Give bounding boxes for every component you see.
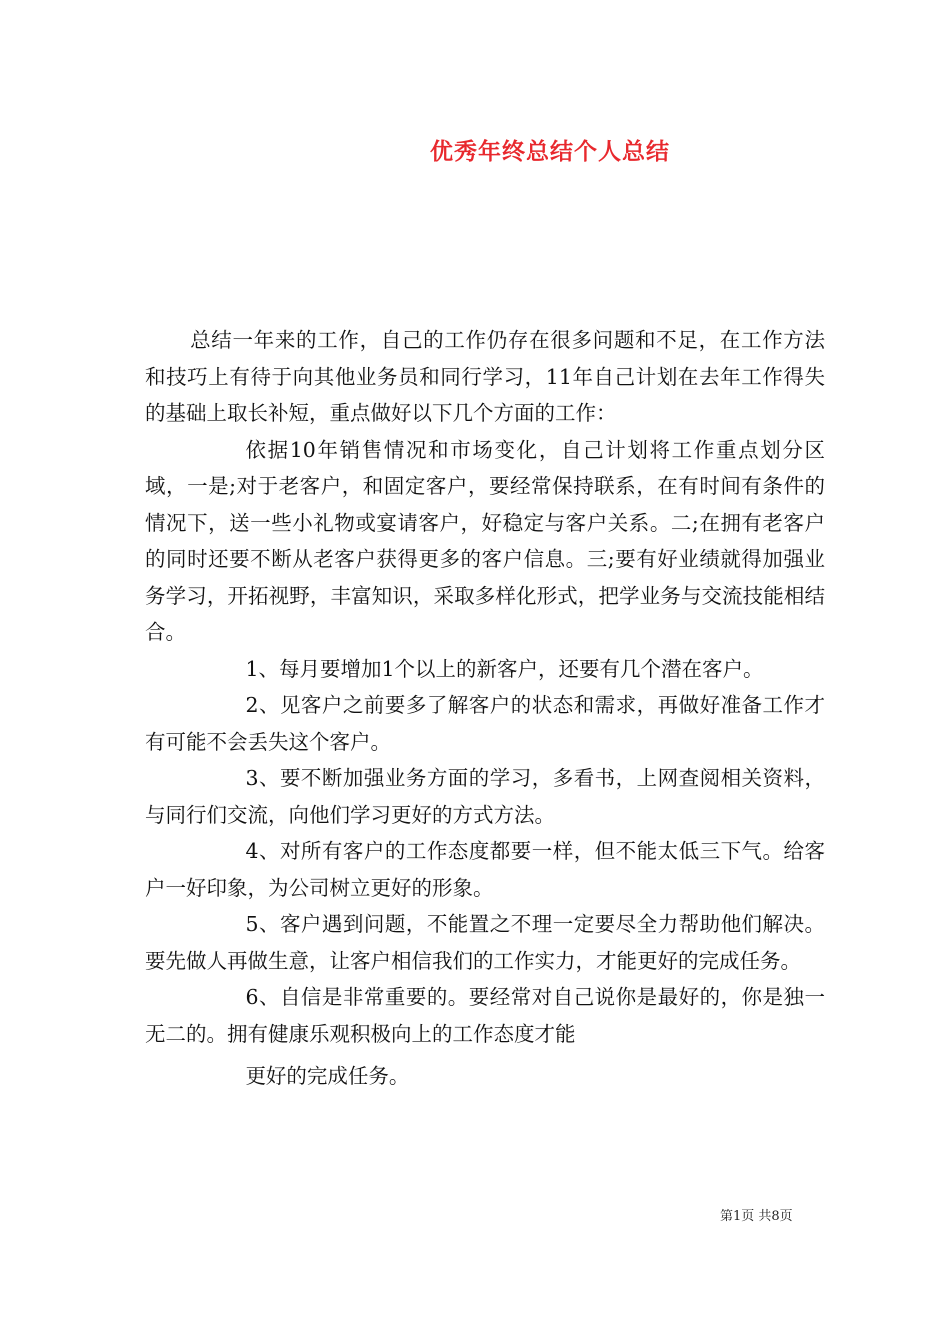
paragraph-intro: 总结一年来的工作，自己的工作仍存在很多问题和不足，在工作方法和技巧上有待于向其他业务员和同行学习，11年自己计划在去年工作得失的基础上取长补短，重点做好以下几个方面的工作： (145, 328, 825, 425)
page-number: 第1页 共8页 (720, 1209, 793, 1224)
list-item-3: 3、要不断加强业务方面的学习，多看书，上网查阅相关资料，与同行们交流，向他们学习更好的方式方法。 (145, 766, 825, 827)
paragraph-tail: 更好的完成任务。 (245, 1064, 410, 1088)
document-body (145, 322, 825, 1095)
paragraph-plan: 依据10年销售情况和市场变化，自己计划将工作重点划分区域，一是;对于老客户，和固定客户，要经常保持联系，在有时间有条件的情况下，送一些小礼物或宴请客户，好稳定与客户关系。二;在拥有老客户的同时还要不断从老客户获得更多的客户信息。三;要有好业绩就得加强业务学习，开拓视野，丰富知识，采取多样化形式，把学业务与交流技能相结合。 (145, 437, 825, 644)
list-item-1: 1、每月要增加1个以上的新客户，还要有几个潜在客户。 (245, 656, 764, 681)
document-title: 优秀年终总结个人总结 (430, 138, 670, 165)
list-item-4: 4、对所有客户的工作态度都要一样，但不能太低三下气。给客户一好印象，为公司树立更好的形象。 (145, 839, 825, 900)
list-item-5: 5、客户遇到问题，不能置之不理一定要尽全力帮助他们解决。要先做人再做生意，让客户相信我们的工作实力，才能更好的完成任务。 (145, 912, 825, 973)
list-item-2: 2、见客户之前要多了解客户的状态和需求，再做好准备工作才有可能不会丢失这个客户。 (145, 693, 825, 754)
list-item-6: 6、自信是非常重要的。要经常对自己说你是最好的，你是独一无二的。拥有健康乐观积极向上的工作态度才能 (145, 985, 825, 1046)
